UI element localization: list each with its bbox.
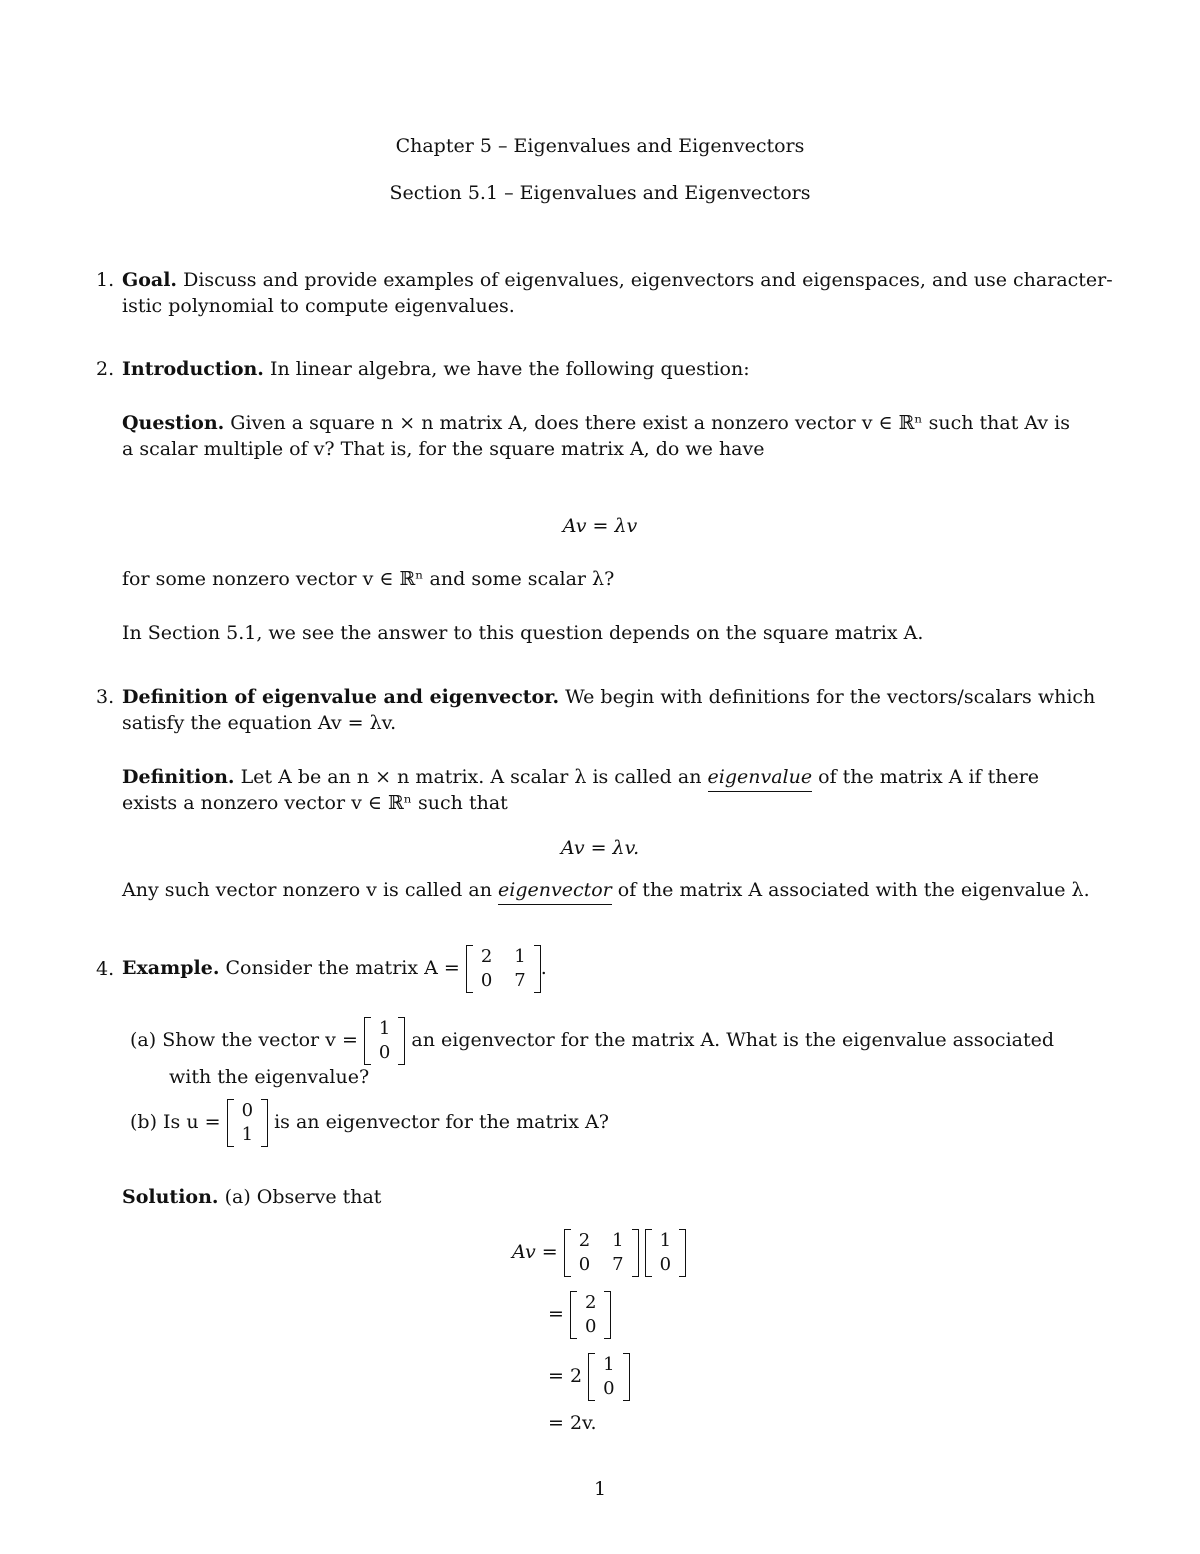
solution-step-2 <box>548 1288 611 1340</box>
matrix-a-entry: 1 <box>514 946 526 967</box>
part-a-line-2: with the eigenvalue? <box>169 1066 370 1088</box>
eigenvector-post: of the matrix A associated with the eigenvalue λ. <box>617 879 1090 901</box>
item-4-line <box>122 944 547 993</box>
solution-matrix-a <box>564 1229 639 1277</box>
definition-pre: Let A be an n × n matrix. A scalar λ is called an <box>240 766 702 788</box>
vector-v <box>364 1017 405 1065</box>
solution-text: (a) Observe that <box>224 1186 382 1208</box>
item-2-lead: Introduction. <box>122 358 264 380</box>
definition-equation <box>0 837 1200 859</box>
vector-u <box>227 1099 268 1147</box>
item-1-line-1 <box>122 269 1113 291</box>
vector-v-entry: 1 <box>378 1018 391 1039</box>
vector-v-entry: 0 <box>659 1254 672 1275</box>
item-1-lead: Goal. <box>122 269 178 291</box>
item-3-line-1 <box>122 686 1095 708</box>
part-a-post: an eigenvector for the matrix A. What is the eigenvalue associated <box>411 1029 1055 1051</box>
matrix-a-entry: 2 <box>578 1230 591 1251</box>
part-a-label: (a) <box>130 1029 157 1051</box>
item-1-text-a: Discuss and provide examples of eigenvalues, eigenvectors and eigenspaces, and use character- <box>183 269 1113 291</box>
definition-line-2: exists a nonzero vector v ∈ ℝⁿ such that <box>122 792 508 814</box>
section-title: Section 5.1 – Eigenvalues and Eigenvectors <box>389 182 811 204</box>
part-b-label: (b) <box>130 1111 157 1133</box>
chapter-title: Chapter 5 – Eigenvalues and Eigenvectors <box>395 135 805 157</box>
solution-line <box>122 1186 381 1208</box>
item-2-number: 2. <box>96 358 115 380</box>
eigenvector-pre: Any such vector nonzero v is called an <box>122 879 492 901</box>
item-4-number: 4. <box>96 958 115 980</box>
solution-vector-2-0 <box>570 1291 611 1339</box>
part-b-post: is an eigenvector for the matrix A? <box>274 1111 609 1133</box>
vector-v-entry: 1 <box>659 1230 672 1251</box>
solution-lhs <box>512 1241 558 1263</box>
question-after-equation: for some nonzero vector v ∈ ℝⁿ and some scalar λ? <box>122 568 615 590</box>
item-4-lead: Example. <box>122 957 220 979</box>
solution-step-1 <box>512 1226 686 1278</box>
matrix-a-entry: 7 <box>612 1254 624 1275</box>
definition-lead: Definition. <box>122 766 235 788</box>
question-line-1 <box>122 412 1070 434</box>
solution-lead: Solution. <box>122 1186 219 1208</box>
matrix-a-entry: 7 <box>514 970 526 991</box>
item-1-number: 1. <box>96 269 115 291</box>
equation-av-lambda-v: Av = λv <box>562 515 638 537</box>
matrix-a-entry: 1 <box>612 1230 624 1251</box>
item-3-text-a: We begin with definitions for the vectors/scalars which <box>565 686 1096 708</box>
solution-vector-entry: 0 <box>584 1316 597 1337</box>
solution-lhs-text: Av = <box>512 1241 558 1263</box>
item-3-number: 3. <box>96 686 115 708</box>
question-lead: Question. <box>122 412 225 434</box>
solution-step-3 <box>548 1350 630 1402</box>
solution-vector-entry: 1 <box>603 1354 615 1375</box>
matrix-a-entry: 0 <box>480 970 493 991</box>
term-eigenvalue: eigenvalue <box>708 766 813 792</box>
eigenvector-sentence <box>122 879 1090 901</box>
part-b-pre: Is u = <box>163 1111 221 1133</box>
term-eigenvector: eigenvector <box>498 879 612 905</box>
item-3-line-2: satisfy the equation Av = λv. <box>122 712 397 734</box>
solution-vector-entry: 2 <box>584 1292 597 1313</box>
solution-vector-1-0 <box>588 1353 629 1401</box>
solution-eq-2: = 2 <box>548 1365 583 1387</box>
definition-post: of the matrix A if there <box>818 766 1040 788</box>
definition-line-1 <box>122 766 1039 788</box>
matrix-a-entry: 2 <box>480 946 493 967</box>
question-equation <box>0 515 1200 537</box>
vector-u-entry: 0 <box>241 1100 254 1121</box>
part-a-pre: Show the vector v = <box>162 1029 358 1051</box>
item-4-text: Consider the matrix A = <box>225 957 460 979</box>
matrix-a-entry: 0 <box>578 1254 591 1275</box>
vector-u-entry: 1 <box>241 1124 254 1145</box>
solution-vector-entry: 0 <box>603 1378 615 1399</box>
part-a-line-1 <box>130 1014 1054 1066</box>
item-3-lead: Definition of eigenvalue and eigenvector. <box>122 686 560 708</box>
item-2-text: In linear algebra, we have the following question: <box>269 358 750 380</box>
item-2-line <box>122 358 750 380</box>
question-line-2: a scalar multiple of v? That is, for the square matrix A, do we have <box>122 438 765 460</box>
solution-vector-v <box>645 1229 686 1277</box>
page-number: 1 <box>593 1478 607 1500</box>
matrix-a <box>466 945 541 993</box>
equation-av-lambda-v-period: Av = λv. <box>560 837 640 859</box>
item-4-period: . <box>540 957 547 979</box>
vector-v-entry: 0 <box>378 1042 391 1063</box>
item-2-closing: In Section 5.1, we see the answer to this question depends on the square matrix A. <box>122 622 924 644</box>
solution-step-4: = 2v. <box>548 1412 597 1434</box>
part-b-line <box>130 1096 609 1148</box>
item-1-line-2: istic polynomial to compute eigenvalues. <box>122 295 515 317</box>
question-text-a: Given a square n × n matrix A, does there exist a nonzero vector v ∈ ℝⁿ such that Av is <box>230 412 1070 434</box>
solution-eq: = <box>548 1303 564 1325</box>
